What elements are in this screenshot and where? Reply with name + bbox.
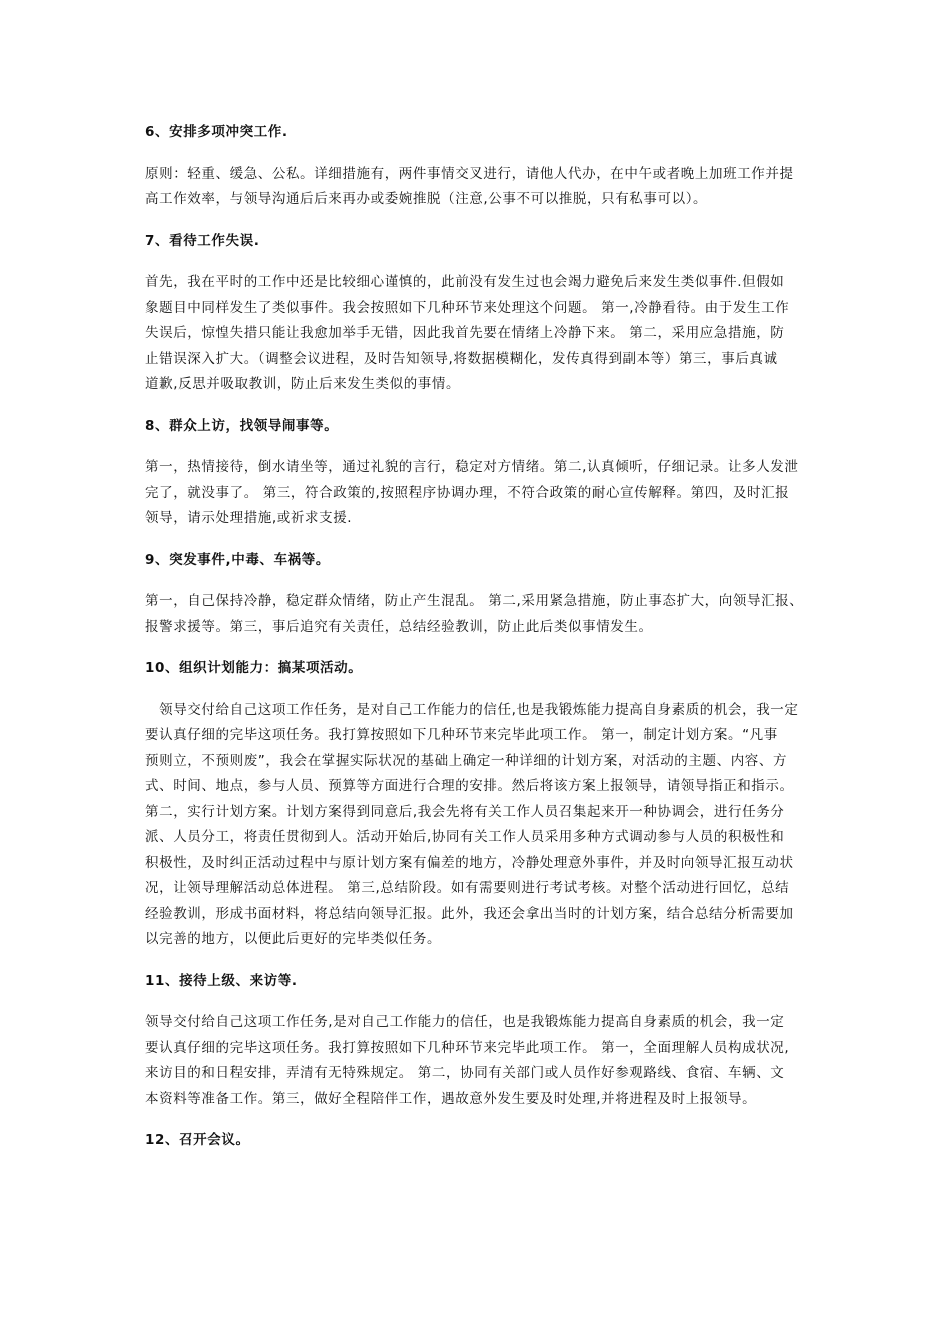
text-line: 要认真仔细的完毕这项任务。我打算按照如下几种环节来完毕此项工作。 第一，全面理解人员构成状况, (145, 1039, 790, 1056)
text-line: 原则：轻重、缓急、公私。详细措施有，两件事情交叉进行，请他人代办，在中午或者晚上加班工作并提 (145, 165, 794, 182)
section-paragraph-8 (145, 455, 817, 532)
text-line: 积极性，及时纠正活动过程中与原计划方案有偏差的地方，冷静处理意外事件，并及时向领导汇报互动状 (145, 854, 794, 871)
text-line: 要认真仔细的完毕这项任务。我打算按照如下几种环节来完毕此项工作。 第一，制定计划方案。“凡事 (145, 727, 778, 743)
section-paragraph-11 (145, 1010, 817, 1112)
text-line: 本资料等准备工作。第三，做好全程陪伴工作，遇故意外发生要及时处理,并将进程及时上报领导。 (145, 1090, 757, 1107)
text-line: 第一，自己保持冷静，稳定群众情绪，防止产生混乱。 第二,采用紧急措施，防止事态扩大，向领导汇报、 (145, 593, 804, 609)
section-heading-9: 9、突发事件,中毒、车祸等。 (145, 551, 330, 568)
text-line: 领导，请示处理措施,或祈求支援. (145, 510, 353, 526)
section-heading-11: 11、接待上级、来访等. (145, 972, 298, 989)
text-line: 第二，实行计划方案。计划方案得到同意后,我会先将有关工作人员召集起来开一种协调会，进行任务分 (145, 803, 785, 820)
section-paragraph-9 (145, 589, 817, 640)
text-line: 高工作效率，与领导沟通后后来再办或委婉推脱（注意,公事不可以推脱，只有私事可以）。 (145, 191, 708, 207)
text-line: 首先，我在平时的工作中还是比较细心谨慎的，此前没有发生过也会竭力避免后来发生类似事件.但假如 (145, 274, 785, 290)
text-line: 领导交付给自己这项工作任务,是对自己工作能力的信任，也是我锻炼能力提高自身素质的机会，我一定 (145, 1014, 785, 1030)
text-line: 道歉,反思并吸取教训，防止后来发生类似的事情。 (145, 376, 461, 392)
section-paragraph-6 (145, 162, 817, 213)
section-paragraph-7 (145, 270, 817, 398)
text-line: 失误后，惊惶失措只能让我愈加举手无错，因此我首先要在情绪上冷静下来。 第二，采用应急措施，防 (145, 325, 785, 341)
text-line: 报警求援等。第三，事后追究有关责任，总结经验教训，防止此后类似事情发生。 (145, 618, 653, 635)
text-line: 止错误深入扩大。（调整会议进程，及时告知领导,将数据模糊化，发传真得到副本等）第三，事后真诚 (145, 350, 778, 367)
section-heading-8: 8、群众上访，找领导闹事等。 (145, 417, 339, 434)
section-paragraph-10 (145, 698, 817, 953)
text-line: 领导交付给自己这项工作任务，是对自己工作能力的信任,也是我锻炼能力提高自身素质的机会，我一定 (145, 701, 799, 718)
text-line: 第一，热情接待，倒水请坐等，通过礼貌的言行，稳定对方情绪。第二,认真倾听，仔细记录。让多人发泄 (145, 459, 799, 475)
document-body (145, 120, 817, 1170)
text-line: 经验教训，形成书面材料，将总结向领导汇报。此外，我还会拿出当时的计划方案，结合总结分析需要加 (145, 905, 794, 922)
text-line: 完了，就没事了。 第三，符合政策的,按照程序协调办理，不符合政策的耐心宣传解释。第四，及时汇报 (145, 484, 790, 501)
text-line: 式、时间、地点，参与人员、预算等方面进行合理的安排。然后将该方案上报领导，请领导指正和指示。 (145, 778, 794, 794)
text-line: 象题目中同样发生了类似事件。我会按照如下几种环节来处理这个问题。 第一,冷静看待。由于发生工作 (145, 299, 790, 316)
section-heading-7: 7、看待工作失误. (145, 232, 260, 249)
text-line: 以完善的地方，以便此后更好的完毕类似任务。 (145, 931, 442, 947)
text-line: 况，让领导理解活动总体进程。 第三,总结阶段。如有需要则进行考试考核。对整个活动进行回忆，总结 (145, 880, 790, 896)
section-heading-10: 10、组织计划能力：搞某项活动。 (145, 660, 363, 676)
text-line: 来访目的和日程安排，弄清有无特殊规定。 第二，协同有关部门或人员作好参观路线、食宿、车辆、文 (145, 1065, 785, 1081)
text-line: 派、人员分工，将责任贯彻到人。活动开始后,协同有关工作人员采用多种方式调动参与人员的积极性和 (145, 829, 785, 845)
text-line: 预则立，不预则废”，我会在掌握实际状况的基础上确定一种详细的计划方案，对活动的主题、内容、方 (145, 752, 788, 769)
section-heading-6: 6、安排多项冲突工作. (145, 124, 288, 140)
section-heading-12: 12、召开会议。 (145, 1132, 250, 1148)
